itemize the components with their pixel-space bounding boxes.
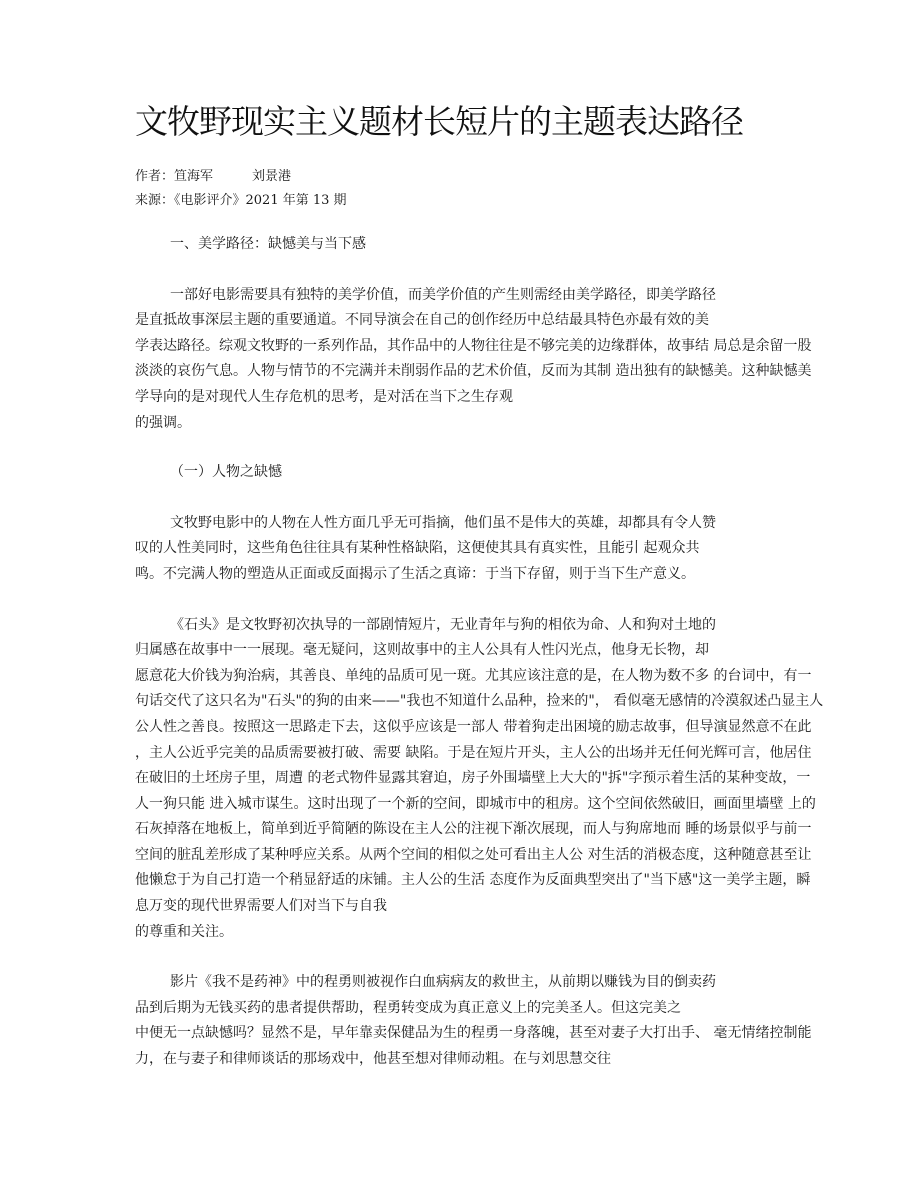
subsection-heading: （一）人物之缺憾 — [170, 464, 282, 481]
paragraph-2 — [135, 511, 790, 588]
text-line: 学表达路径。综观文牧野的一系列作品，其作品中的人物往往是不够完美的边缘群体，故事结 局总是余留一股 — [135, 337, 812, 354]
paragraph-4 — [135, 970, 812, 1072]
text-line: 石灰掉落在地板上，简单到近乎简陋的陈设在主人公的注视下渐次展现，而人与狗席地而 睡的场景似乎与前一 — [135, 821, 812, 838]
text-line: 空间的脏乱差形成了某种呼应关系。从两个空间的相似之处可看出主人公 对生活的消极态度，这种随意甚至让 — [135, 846, 812, 863]
text-line: 在破旧的土坯房子里，周遭 的老式物件显露其窘迫，房子外围墙壁上大大的"拆"字预示着生活的某种变故，一 — [135, 770, 811, 787]
authors-line: 作者：笪海军 刘景港 — [135, 169, 292, 184]
source-line: 来源：《电影评介》2021 年第 13 期 — [135, 193, 347, 208]
text-line: 文牧野电影中的人物在人性方面几乎无可指摘，他们虽不是伟大的英雄，却都具有令人赞 — [170, 514, 716, 531]
article-body — [135, 232, 824, 1073]
paragraph-3 — [135, 613, 824, 946]
text-line: 人一狗只能 进入城市谋生。这时出现了一个新的空间，即城市中的租房。这个空间依然破旧，画面里墙壁 上的 — [135, 795, 816, 812]
text-line: 鸣。不完满人物的塑造从正面或反面揭示了生活之真谛：于当下存留，则于当下生产意义。 — [135, 565, 695, 582]
text-line: 是直抵故事深层主题的重要通道。不同导演会在自己的创作经历中总结最具特色亦最有效的美 — [135, 312, 709, 329]
text-line: 中便无一点缺憾吗？显然不是，早年靠卖保健品为生的程勇一身落魄，甚至对妻子大打出手、 毫无情绪控制能 — [135, 1025, 812, 1042]
text-line: 《石头》是文牧野初次执导的一部剧情短片，无业青年与狗的相依为命、人和狗对土地的 — [170, 616, 716, 633]
text-line: 淡淡的哀伤气息。人物与情节的不完满并未削弱作品的艺术价值，反而为其制 造出独有的缺憾美。这种缺憾美 — [135, 363, 812, 380]
text-line: 愿意花大价钱为狗治病，其善良、单纯的品质可见一斑。尤其应该注意的是，在人物为数不多 的台词中，有一 — [135, 667, 812, 684]
text-line: ，主人公近乎完美的品质需要被打破、需要 缺陷。于是在短片开头，主人公的出场并无任何光辉可言，他居住 — [135, 744, 812, 761]
text-line: 影片《我不是药神》中的程勇则被视作白血病病友的救世主，从前期以赚钱为目的倒卖药 — [170, 974, 716, 991]
text-line: 一部好电影需要具有独特的美学价值，而美学价值的产生则需经由美学路径，即美学路径 — [170, 286, 716, 303]
text-line: 的强调。 — [135, 414, 191, 431]
text-line: 归属感在故事中一一展现。毫无疑问，这则故事中的主人公具有人性闪光点，他身无长物，却 — [135, 642, 709, 659]
text-line: 句话交代了这只名为"石头"的狗的由来——"我也不知道什么品种，捡来的"， 看似毫无感情的冷漠叙述凸显主人 — [135, 693, 824, 710]
paragraph-1 — [135, 283, 812, 437]
text-line: 息万变的现代世界需要人们对当下与自我 — [135, 898, 387, 915]
text-line: 公人性之善良。按照这一思路走下去，这似乎应该是一部人 带着狗走出困境的励志故事，但导演显然意不在此 — [135, 718, 812, 735]
document-title: 文牧野现实主义题材长短片的主题表达路径 — [135, 102, 743, 141]
text-line: 学导向的是对现代人生存危机的思考，是对活在当下之生存观 — [135, 388, 513, 405]
text-line: 叹的人性美同时，这些角色往往具有某种性格缺陷，这便使其具有真实性，且能引 起观众共 — [135, 540, 700, 557]
section-heading: 一、美学路径：缺憾美与当下感 — [170, 236, 366, 252]
text-line: 品到后期为无钱买药的患者提供帮助，程勇转变成为真正意义上的完美圣人。但这完美之 — [135, 999, 681, 1016]
text-line: 力，在与妻子和律师谈话的那场戏中，他甚至想对律师动粗。在与刘思慧交往 — [135, 1051, 611, 1068]
text-line: 他懒怠于为自己打造一个稍显舒适的床铺。主人公的生活 态度作为反面典型突出了"当下感"这一美学主题，瞬 — [135, 872, 811, 889]
text-line: 的尊重和关注。 — [135, 923, 233, 940]
